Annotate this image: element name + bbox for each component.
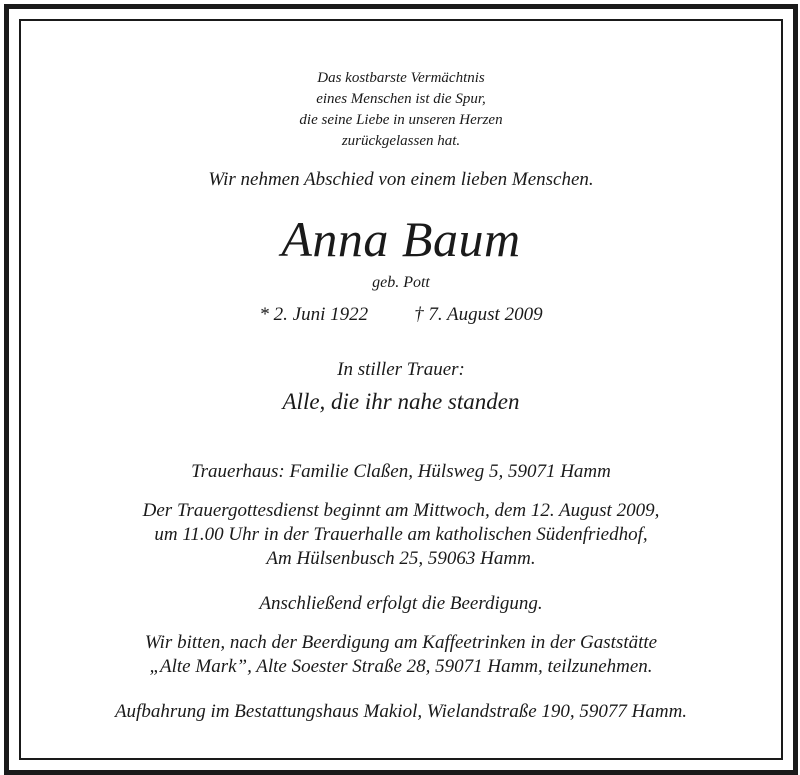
service-line: um 11.00 Uhr in der Trauerhalle am katholischen Südenfriedhof, — [154, 524, 648, 545]
motto-line: die seine Liebe in unseren Herzen — [299, 112, 503, 128]
motto-line: Das kostbarste Vermächtnis — [317, 70, 485, 86]
house-of-mourning: Trauerhaus: Familie Claßen, Hülsweg 5, 59071 Hamm — [191, 461, 611, 482]
mourning-label: In stiller Trauer: — [337, 359, 465, 380]
maiden-name: geb. Pott — [372, 274, 430, 291]
coffee-line: Wir bitten, nach der Beerdigung am Kaffeetrinken in der Gaststätte — [144, 632, 658, 653]
service-line: Am Hülsenbusch 25, 59063 Hamm. — [266, 548, 536, 569]
deceased-name: Anna Baum — [281, 211, 521, 267]
outer-border — [4, 4, 798, 775]
motto-verse — [21, 68, 781, 152]
burial-info: Anschließend erfolgt die Beerdigung. — [259, 593, 543, 614]
life-dates — [21, 303, 781, 327]
coffee-line: „Alte Mark”, Alte Soester Straße 28, 59071 Hamm, teilzunehmen. — [149, 656, 653, 677]
funeral-service-info — [21, 499, 781, 571]
intro-text: Wir nehmen Abschied von einem lieben Menschen. — [208, 169, 594, 190]
service-line: Der Trauergottesdienst beginnt am Mittwoch, dem 12. August 2009, — [142, 500, 660, 521]
coffee-invitation — [21, 631, 781, 679]
birth-date: * 2. Juni 1922 — [259, 304, 369, 325]
death-date: † 7. August 2009 — [414, 304, 543, 325]
motto-line: eines Menschen ist die Spur, — [316, 91, 486, 107]
inner-border — [19, 19, 783, 760]
motto-line: zurückgelassen hat. — [341, 133, 461, 149]
laying-out-info: Aufbahrung im Bestattungshaus Makiol, Wielandstraße 190, 59077 Hamm. — [114, 701, 688, 722]
mourners: Alle, die ihr nahe standen — [282, 389, 520, 414]
